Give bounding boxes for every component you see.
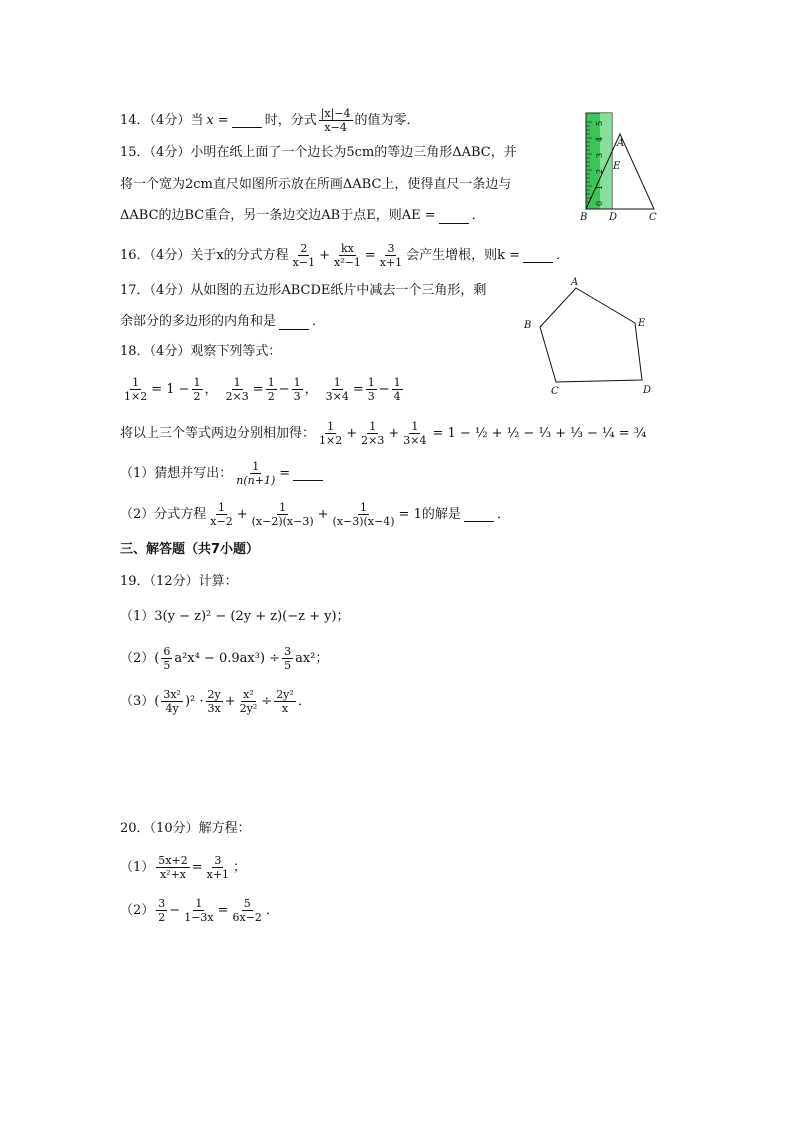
answer-blank[interactable] (279, 315, 309, 330)
label-a: A (571, 277, 579, 288)
q14-mid: 时，分式 (264, 112, 317, 128)
svg-text:0: 0 (595, 200, 604, 206)
q20-part1: （1） $\frac{5x+2}{\text{x²+x}}$ = $\frac{3}{x+1}$ ； (120, 854, 247, 881)
label-a: A (617, 138, 625, 149)
answer-blank[interactable] (523, 248, 553, 263)
q19-part3: （3）( $\frac{\text{3x²}}{4y}$ )² · $\frac{2y}{3x}$ + $\frac{\text{x²}}{\text{2y²}}$ ÷ $\frac{\text{2y²}}{x}$ ． (120, 688, 311, 715)
question-18-title: 18．（4分）观察下列等式： (120, 344, 282, 359)
q18-part2: （2）分式方程 $\frac{1}{x-2}$ + $\frac{1}{(x-2)(x-3)}$ + $\frac{1}{(x-3)(x-4)}$ = 1的解是 ． (120, 501, 510, 528)
question-14 (120, 107, 420, 134)
pentagon-abcde (540, 288, 642, 382)
q14-fraction: $\frac{|x|-4}{x-4}$ (320, 107, 351, 134)
q19-part2: （2）( $\frac{6}{5}$ a²x⁴ − 0.9ax³) ÷ $\frac{3}{5}$ ax²； (120, 645, 329, 672)
q14-x: x = (206, 112, 229, 128)
answer-blank[interactable] (439, 209, 469, 224)
question-17-line1: 17．（4分）从如图的五边形ABCDE纸片中减去一个三角形，剩 (120, 283, 487, 298)
q18-examples: $\frac{1}{1\times 2}$ = 1 − $\frac{1}{2}$ ， $\frac{1}{2\times 3}$ = $\frac{1}{2}$ − $\frac{1}{3}$ ， $\frac{1}{3\times 4}$ = $\frac{1}{3}$ − $\frac{1}{4}$ (124, 376, 401, 403)
label-b: B (580, 212, 588, 223)
q16-frac-2: $\frac{kx}{\text{x²−1}}$ (333, 242, 361, 269)
section-heading: 三、解答题（共7小题） (120, 542, 260, 557)
q16-frac-3: $\frac{3}{x+1}$ (379, 242, 403, 269)
answer-blank[interactable] (464, 507, 494, 522)
svg-text:1: 1 (595, 184, 604, 190)
question-15-line1: 15．（4分）小明在纸上面了一个边长为5cm的等边三角形ΔABC，并 (120, 145, 517, 160)
label-c: C (649, 212, 657, 223)
q19-part1: （1）3(y − z)² − (2y + z)(−z + y)； (120, 609, 350, 624)
q14-tail: 的值为零． (354, 112, 420, 128)
q16-frac-1: $\frac{2}{x-1}$ (292, 242, 316, 269)
question-17-line2: 余部分的多边形的内角和是 ． (120, 314, 326, 329)
question-15-line2: 将一个宽为2cm直尺如图所示放在所画ΔABC上，使得直尺一条边与 (120, 177, 512, 192)
label-e: E (638, 318, 646, 329)
svg-text:4: 4 (595, 136, 604, 142)
question-19-title: 19．（12分）计算： (120, 574, 238, 589)
answer-blank[interactable] (232, 113, 262, 128)
label-c: C (551, 386, 559, 397)
q20-part2: （2） $\frac{3}{2}$ − $\frac{1}{1-3x}$ = $\frac{5}{6x-2}$ ． (120, 897, 279, 924)
question-16: 16．（4分）关于x的分式方程 $\frac{2}{x-1}$ + $\frac{kx}{\text{x²−1}}$ = $\frac{3}{x+1}$ 会产生增根，则k = ． (120, 242, 570, 269)
label-d: D (609, 212, 618, 223)
svg-text:3: 3 (595, 152, 604, 158)
pentagon-figure (520, 274, 660, 399)
label-e: E (613, 161, 621, 172)
question-20-title: 20．（10分）解方程： (120, 821, 251, 836)
answer-blank[interactable] (293, 466, 323, 481)
svg-text:2: 2 (595, 168, 604, 174)
label-d: D (643, 385, 652, 396)
q18-sum: 将以上三个等式两边分别相加得： $\frac{1}{1\times 2}$ + $\frac{1}{2\times 3}$ + $\frac{1}{3\times 4}$ = 1 − ½ + ½ − ⅓ + ⅓ − ¼ = ¾ (120, 420, 647, 447)
ruler-highlight (600, 113, 612, 209)
label-b: B (524, 320, 532, 331)
triangle-ruler-figure (578, 108, 663, 223)
question-15-line3: ΔABC的边BC重合，另一条边交边AB于点E，则AE = ． (120, 208, 485, 223)
q18-part1: （1）猜想并写出： $\frac{1}{n(n+1)}$ = (120, 460, 326, 487)
svg-text:5: 5 (595, 120, 604, 126)
q14-lead: 14．（4分）当 (120, 112, 204, 128)
